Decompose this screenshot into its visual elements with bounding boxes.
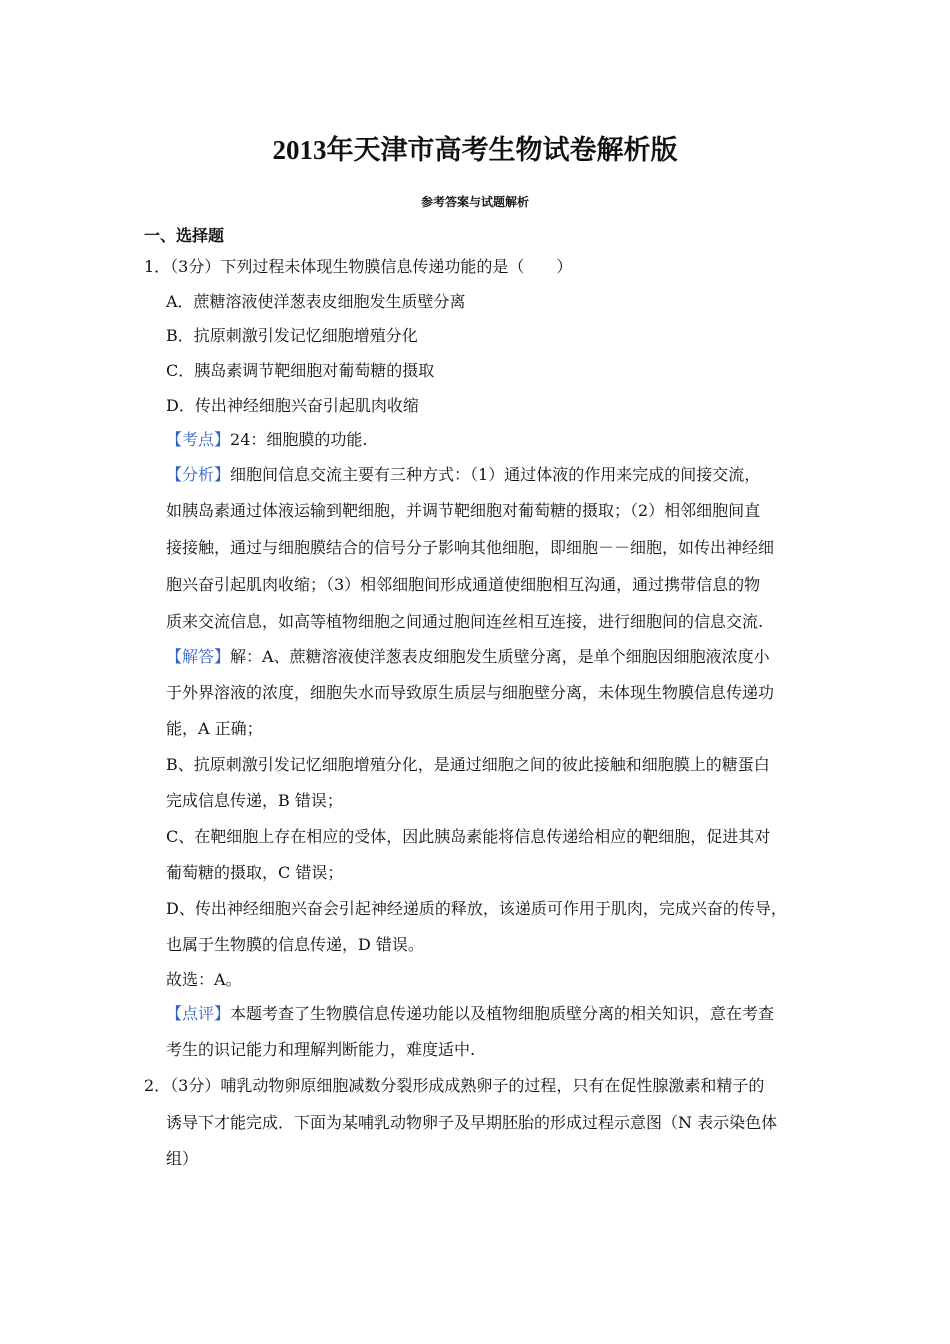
jieda-text: 解：A、蔗糖溶液使洋葱表皮细胞发生质壁分离，是单个细胞因细胞液浓度小 [230,647,770,666]
page-title: 2013年天津市高考生物试卷解析版 [272,135,678,165]
jieda-text: D、传出神经细胞兴奋会引起神经递质的释放，该递质可作用于肌肉，完成兴奋的传导， [166,899,787,918]
question-1-stem: 1．（3分）下列过程未体现生物膜信息传递功能的是（ ） [144,257,573,276]
jieda-tag: 【解答】 [166,647,231,666]
jieda-text: 葡萄糖的摄取，C 错误； [166,863,344,882]
question-1-option-c: C．胰岛素调节靶细胞对葡萄糖的摄取 [166,361,435,380]
question-2-stem: 组） [166,1149,199,1168]
dianping-text: 本题考查了生物膜信息传递功能以及植物细胞质壁分离的相关知识，意在考查 [230,1004,775,1023]
question-2-stem: 2．（3分）哺乳动物卵原细胞减数分裂形成成熟卵子的过程，只有在促性腺激素和精子的 [144,1076,765,1095]
jieda-text: B、抗原刺激引发记忆细胞增殖分化，是通过细胞之间的彼此接触和细胞膜上的糖蛋白 [166,755,770,774]
page-subtitle: 参考答案与试题解析 [420,195,529,209]
jieda-text: 能，A 正确； [166,719,263,738]
fenxi-text: 接接触，通过与细胞膜结合的信号分子影响其他细胞，即细胞－－细胞，如传出神经细 [166,538,775,557]
jieda-text: 完成信息传递，B 错误； [166,791,343,810]
dianping-tag: 【点评】 [166,1004,231,1023]
jieda-line [166,647,770,667]
jieda-text: 于外界溶液的浓度，细胞失水而导致原生质层与细胞壁分离，未体现生物膜信息传递功 [166,683,775,702]
question-2-stem: 诱导下才能完成．下面为某哺乳动物卵子及早期胚胎的形成过程示意图（N 表示染色体 [166,1113,778,1132]
dianping-line [166,1004,774,1024]
question-1-option-b: B．抗原刺激引发记忆细胞增殖分化 [166,326,418,345]
jieda-text: C、在靶细胞上存在相应的受体，因此胰岛素能将信息传递给相应的靶细胞，促进其对 [166,827,771,846]
question-1-option-d: D．传出神经细胞兴奋引起肌肉收缩 [166,396,419,415]
kaodian-text: 24：细胞膜的功能. [230,430,368,449]
kaodian-line [166,430,367,450]
question-1-option-a: A．蔗糖溶液使洋葱表皮细胞发生质壁分离 [166,292,466,311]
fenxi-text: 如胰岛素通过体液运输到靶细胞，并调节靶细胞对葡萄糖的摄取；（2）相邻细胞间直 [166,501,761,520]
fenxi-text: 胞兴奋引起肌肉收缩；（3）相邻细胞间形成通道使细胞相互沟通，通过携带信息的物 [166,575,761,594]
dianping-text: 考生的识记能力和理解判断能力，难度适中. [166,1040,476,1059]
fenxi-text: 细胞间信息交流主要有三种方式：（1）通过体液的作用来完成的间接交流， [230,465,761,484]
fenxi-line [166,465,760,485]
fenxi-tag: 【分析】 [166,465,231,484]
answer-choice: 故选：A。 [166,970,242,989]
jieda-text: 也属于生物膜的信息传递，D 错误。 [166,935,424,954]
kaodian-tag: 【考点】 [166,430,231,449]
section-heading: 一、选择题 [144,226,225,245]
fenxi-text: 质来交流信息，如高等植物细胞之间通过胞间连丝相互连接，进行细胞间的信息交流. [166,612,764,631]
